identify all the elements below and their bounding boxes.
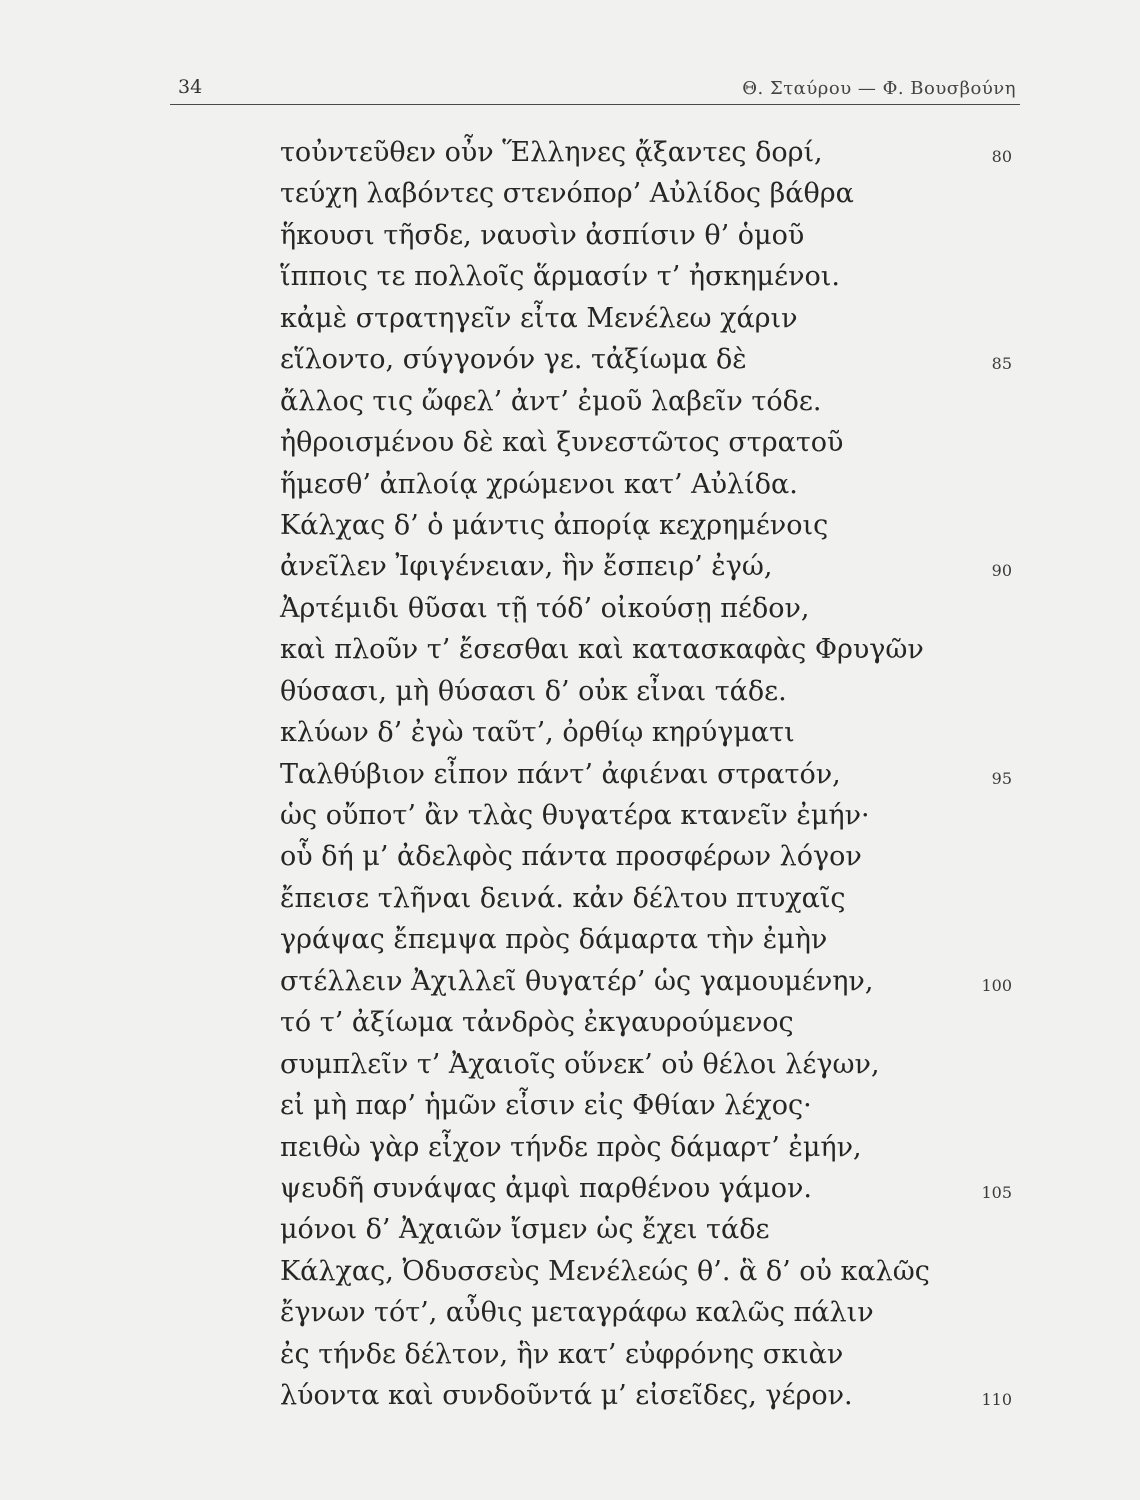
verse-line xyxy=(0,339,1140,380)
verse-line xyxy=(0,836,1140,877)
verse-text: Κάλχας δ’ ὁ μάντις ἀπορίᾳ κεχρημένοις xyxy=(280,509,829,541)
verse-text: τεύχη λαβόντες στενόπορ’ Αὐλίδος βάθρα xyxy=(280,178,854,210)
verse-line xyxy=(0,1002,1140,1043)
verse-line xyxy=(0,132,1140,173)
verse-line xyxy=(0,629,1140,670)
line-number: 80 xyxy=(991,147,1012,166)
verse-text: ἵπποις τε πολλοῖς ἅρμασίν τ’ ἠσκημένοι. xyxy=(280,261,840,293)
verse-text: ἄλλος τις ὤφελ’ ἀντ’ ἐμοῦ λαβεῖν τόδε. xyxy=(280,385,822,417)
verse-text: εἰ μὴ παρ’ ἡμῶν εἶσιν εἰς Φθίαν λέχος· xyxy=(280,1090,812,1122)
verse-line xyxy=(0,712,1140,753)
verse-text: οὗ δή μ’ ἀδελφὸς πάντα προσφέρων λόγον xyxy=(280,841,862,873)
verse-line xyxy=(0,1375,1140,1416)
verse-text: τό τ’ ἀξίωμα τἀνδρὸς ἐκγαυρούμενος xyxy=(280,1007,794,1039)
verse-text: ἔπεισε τλῆναι δεινά. κἀν δέλτου πτυχαῖς xyxy=(280,882,846,914)
line-number: 90 xyxy=(991,561,1012,581)
page-header xyxy=(170,68,1020,105)
line-number: 95 xyxy=(991,768,1012,788)
verse-text: ἔγνων τότ’, αὖθις μεταγράφω καλῶς πάλιν xyxy=(280,1297,874,1329)
verse-text: ἐς τήνδε δέλτον, ἣν κατ’ εὐφρόνης σκιὰν xyxy=(280,1338,844,1370)
verse-line xyxy=(0,215,1140,256)
line-number: 110 xyxy=(981,1390,1012,1410)
verse-text: ἀνεῖλεν Ἰφιγένειαν, ἣν ἔσπειρ’ ἐγώ, xyxy=(280,551,773,583)
poem-text xyxy=(0,132,1140,1417)
verse-line xyxy=(0,1044,1140,1085)
verse-line xyxy=(0,298,1140,339)
verse-line xyxy=(0,1168,1140,1209)
verse-line xyxy=(0,1127,1140,1168)
verse-line xyxy=(0,546,1140,587)
verse-line xyxy=(0,1334,1140,1375)
page-number: 34 xyxy=(178,76,203,98)
verse-line xyxy=(0,671,1140,712)
verse-text: ὡς οὔποτ’ ἂν τλὰς θυγατέρα κτανεῖν ἐμήν· xyxy=(280,800,870,831)
line-number: 100 xyxy=(981,975,1012,995)
verse-text: θύσασι, μὴ θύσασι δ’ οὐκ εἶναι τάδε. xyxy=(280,675,787,707)
verse-line xyxy=(0,919,1140,960)
verse-line xyxy=(0,588,1140,629)
verse-text: τοὐντεῦθεν οὖν Ἕλληνες ᾄξαντες δορί, xyxy=(280,137,823,168)
verse-text: εἵλοντο, σύγγονόν γε. τἀξίωμα δὲ xyxy=(280,344,747,376)
verse-text: ἥμεσθ’ ἀπλοίᾳ χρώμενοι κατ’ Αὐλίδα. xyxy=(280,468,798,500)
line-number: 85 xyxy=(991,354,1012,374)
verse-text: γράψας ἔπεμψα πρὸς δάμαρτα τὴν ἐμὴν xyxy=(280,924,828,956)
verse-text: κλύων δ’ ἐγὼ ταῦτ’, ὀρθίῳ κηρύγματι xyxy=(280,717,795,749)
verse-text: ἠθροισμένου δὲ καὶ ξυνεστῶτος στρατοῦ xyxy=(280,427,844,459)
verse-text: μόνοι δ’ Ἀχαιῶν ἴσμεν ὡς ἔχει τάδε xyxy=(280,1214,770,1246)
verse-line xyxy=(0,754,1140,795)
verse-line xyxy=(0,878,1140,919)
verse-line xyxy=(0,1085,1140,1126)
verse-line xyxy=(0,381,1140,422)
verse-line xyxy=(0,1251,1140,1292)
verse-line xyxy=(0,1209,1140,1250)
verse-line xyxy=(0,1292,1140,1333)
verse-text: συμπλεῖν τ’ Ἀχαιοῖς οὕνεκ’ οὐ θέλοι λέγων, xyxy=(280,1048,880,1080)
verse-line xyxy=(0,961,1140,1002)
verse-text: κἀμὲ στρατηγεῖν εἶτα Μενέλεω χάριν xyxy=(280,302,798,334)
verse-line xyxy=(0,795,1140,836)
verse-line xyxy=(0,505,1140,546)
verse-text: λύοντα καὶ συνδοῦντά μ’ εἰσεῖδες, γέρον. xyxy=(280,1380,853,1412)
verse-text: πειθὼ γὰρ εἶχον τήνδε πρὸς δάμαρτ’ ἐμήν, xyxy=(280,1131,862,1163)
verse-text: στέλλειν Ἀχιλλεῖ θυγατέρ’ ὡς γαμουμένην, xyxy=(280,965,874,997)
verse-line xyxy=(0,422,1140,463)
line-number: 105 xyxy=(981,1182,1012,1202)
verse-line xyxy=(0,256,1140,297)
verse-text: Ἀρτέμιδι θῦσαι τῇ τόδ’ οἰκούσῃ πέδον, xyxy=(280,592,810,624)
verse-text: Κάλχας, Ὀδυσσεὺς Μενέλεώς θ’. ἃ δ’ οὐ καλῶς xyxy=(280,1255,930,1287)
verse-text: Ταλθύβιον εἶπον πάντ’ ἀφιέναι στρατόν, xyxy=(280,758,841,790)
verse-text: καὶ πλοῦν τ’ ἔσεσθαι καὶ κατασκαφὰς Φρυγῶν xyxy=(280,634,924,666)
verse-text: ἥκουσι τῆσδε, ναυσὶν ἀσπίσιν θ’ ὁμοῦ xyxy=(280,219,805,251)
verse-text: ψευδῆ συνάψας ἀμφὶ παρθένου γάμον. xyxy=(280,1172,812,1204)
verse-line xyxy=(0,464,1140,505)
running-head: Θ. Σταύρου — Φ. Βουσβούνη xyxy=(742,78,1016,99)
verse-line xyxy=(0,173,1140,214)
